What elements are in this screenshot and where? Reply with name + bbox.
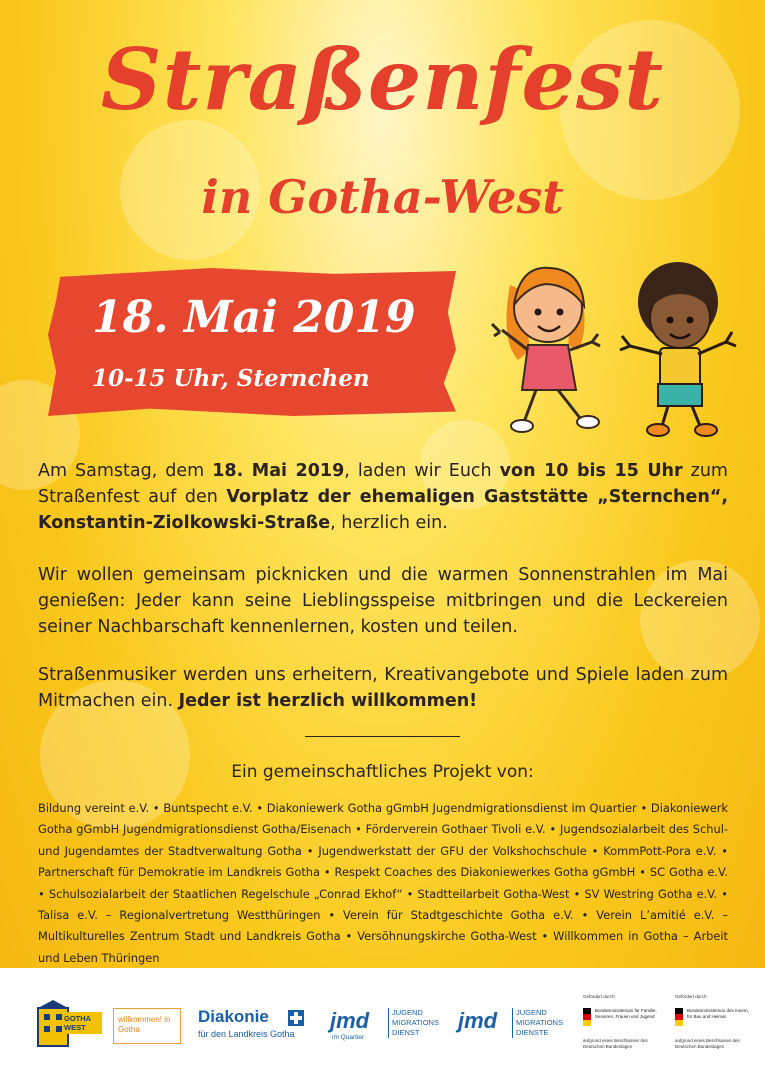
diakonie-logo: Diakonie für den Landkreis Gotha [198,1008,313,1044]
bmfsfj-logo: Gefördert durch: Bundesministerium für Familie, Senioren, Frauen und Jugend aufgrund eines Beschlusses des Deutschen Bundestages [583,994,657,1049]
partner-list: Bildung vereint e.V. • Buntspecht e.V. • Diakoniewerk Gotha gGmbH Jugendmigrationsdienst im Quartier • Diakoniewerk Gotha gGmbH Jugendmigrationsdienst Gotha/Eisenach • Förderverein Gothaer Tivoli e.V. • Jugendsozialarbeit des Schul- und Jugendamtes der Stadtverwaltung Gotha • Jugendwerkstatt der GFU der Volkshochschule • KommPott-Pora e.V. • Partnerschaft für Demokratie im Landkreis Gotha • Respekt Coaches des Diakoniewerkes Gotha gGmbH • SC Gotha e.V. • Schulsozialarbeit der Staatlichen Regelschule „Conrad Ekhof“ • Stadtteilarbeit Gotha-West • SV Westring Gotha e.V. • Talisa e.V. – Regionalvertretung Westthüringen • Verein für Stadtgeschichte Gotha e.V. • Verein L’amitié e.V. – Multikulturelles Zentrum Stadt und Landkreis Gotha • Versöhnungskirche Gotha-West • Willkommen in Gotha – Arbeit und Leben Thüringen [38,801,728,965]
willkommen-logo: willkommen! in Gotha [113,1008,181,1044]
german-flag-icon [583,1008,591,1026]
german-flag-icon [675,1008,683,1026]
jmd-quartier-logo: jmd im Quartier JUGEND MIGRATIONS DIENST [330,1006,445,1046]
bmi-logo: Gefördert durch: Bundesministerium des Innern, für Bau und Heimat aufgrund eines Beschlusses des Deutschen Bundestages [675,994,750,1049]
program-paragraph: Straßenmusiker werden uns erheitern, Kreativangebote und Spiele laden zum Mitmachen ein. Jeder ist herzlich willkommen! [38,665,728,711]
jmd-logo: jmd JUGEND MIGRATIONS DIENSTE [458,1006,568,1046]
project-heading: Ein gemeinschaftliches Projekt von: [231,762,534,782]
event-time: 10-15 Uhr, Sternchen [92,365,370,392]
intro-paragraph: Am Samstag, dem 18. Mai 2019, laden wir Euch von 10 bis 15 Uhr zum Straßenfest auf den Vorplatz der ehemaligen Gaststätte „Sternchen“, Konstantin-Ziolkowski-Straße, herzlich ein. [38,461,728,533]
diakonie-cross-icon [288,1010,304,1026]
girl-figure [492,268,600,432]
kids-illustration [480,250,740,440]
poster-subtitle: in Gotha-West [201,170,564,224]
divider-line [305,736,460,737]
poster-title: Straßenfest [100,30,665,129]
gotha-west-logo: GOTHA WEST [36,1000,96,1050]
sponsor-footer [0,968,765,1080]
event-date: 18. Mai 2019 [92,292,416,343]
picnic-paragraph: Wir wollen gemeinsam picknicken und die warmen Sonnenstrahlen im Mai genießen: Jeder kann seine Lieblingsspeise mitbringen und die Leckereien seiner Nachbarschaft kennenlernen, kosten und teilen. [38,565,728,637]
boy-figure [620,262,736,436]
